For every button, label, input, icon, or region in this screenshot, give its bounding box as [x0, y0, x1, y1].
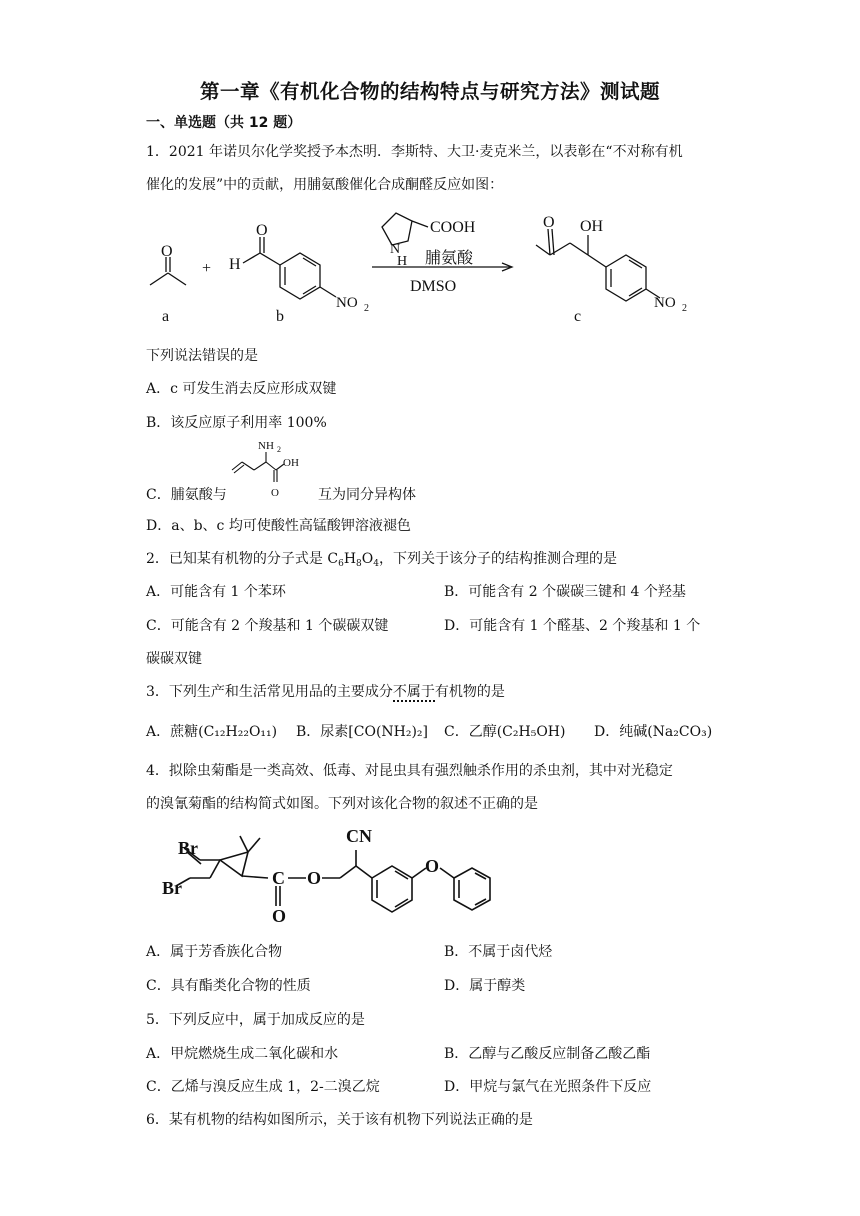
q4-option-a: A．属于芳香族化合物	[146, 944, 283, 960]
q5-option-d: D．甲烷与氯气在光照条件下反应	[444, 1079, 652, 1095]
q3-option-d: D．纯碱(Na₂CO₃)	[594, 724, 713, 740]
q4-option-d: D．属于醇类	[444, 978, 526, 994]
q1-reaction-scheme	[140, 205, 720, 330]
q1-option-d: D．a、b、c 均可使酸性高锰酸钾溶液褪色	[146, 518, 411, 534]
q1-option-a: A．c 可发生消去反应形成双键	[146, 381, 337, 397]
q6-stem: 6．某有机物的结构如图所示，关于该有机物下列说法正确的是	[146, 1112, 533, 1128]
page-title: 第一章《有机化合物的结构特点与研究方法》测试题	[199, 80, 660, 103]
q5-option-c: C．乙烯与溴反应生成 1，2-二溴乙烷	[146, 1079, 380, 1095]
ether-oxygen: O	[425, 856, 440, 876]
q1-stem-line1: 1．2021 年诺贝尔化学奖授予本杰明．李斯特、大卫·麦克米兰，以表彰在“不对称有机	[146, 144, 683, 160]
c-struct-oh: OH	[283, 457, 299, 469]
a-oxygen: O	[161, 243, 173, 260]
q3-option-b: B．尿素[CO(NH₂)₂]	[296, 724, 429, 740]
label-a: a	[162, 308, 170, 325]
q2-option-b: B．可能含有 2 个碳碳三键和 4 个羟基	[444, 584, 686, 600]
label-c: c	[574, 308, 582, 325]
b-no2: NO	[336, 295, 358, 311]
c-struct-o: O	[271, 487, 279, 499]
q2-formula-h: 8	[356, 559, 362, 569]
plus-sign: +	[202, 260, 212, 277]
b-no2-sub: 2	[364, 303, 369, 314]
q2-option-d-cont: 碳碳双键	[146, 651, 202, 667]
q5-option-b: B．乙醇与乙酸反应制备乙酸乙酯	[444, 1046, 651, 1062]
proline-n: N	[390, 242, 401, 257]
q3-stem	[146, 681, 505, 701]
section-heading: 一、单选题（共 12 题）	[146, 115, 302, 131]
q5-option-a: A．甲烷燃烧生成二氧化碳和水	[146, 1046, 339, 1062]
q1-option-c-pre: C．脯氨酸与	[146, 487, 227, 503]
q4-structure	[160, 820, 500, 930]
q3-stem-pre: 3．下列生产和生活常见用品的主要成分	[146, 684, 393, 700]
q1-option-c-post: 互为同分异构体	[318, 487, 416, 503]
b-oxygen: O	[256, 222, 268, 239]
ester-link-oxygen: O	[307, 868, 322, 888]
ester-carbon: C	[272, 868, 285, 888]
q3-option-c: C．乙醇(C₂H₅OH)	[444, 724, 566, 740]
q2-option-d: D．可能含有 1 个醛基、2 个羧基和 1 个	[444, 618, 701, 634]
q3-stem-emphasis: 不属于	[392, 684, 435, 700]
q2-formula-c: 6	[338, 559, 344, 569]
c-oh: OH	[580, 218, 604, 235]
q4-option-b: B．不属于卤代烃	[444, 944, 553, 960]
q2-option-a: A．可能含有 1 个苯环	[146, 584, 286, 600]
q2-option-c: C．可能含有 2 个羧基和 1 个碳碳双键	[146, 618, 389, 634]
q5-stem: 5．下列反应中，属于加成反应的是	[146, 1012, 365, 1028]
q4-option-c: C．具有酯类化合物的性质	[146, 978, 311, 994]
br-lower: Br	[162, 878, 182, 898]
q1-stem-line2: 催化的发展”中的贡献，用脯氨酸催化合成酮醛反应如图：	[146, 177, 504, 193]
q1-option-c-structure	[228, 436, 308, 502]
br-upper: Br	[178, 838, 198, 858]
q3-option-a: A．蔗糖(C₁₂H₂₂O₁₁)	[146, 724, 278, 740]
proline-h: H	[397, 254, 408, 269]
c-no2-sub: 2	[682, 303, 687, 314]
cyano-group: CN	[346, 826, 372, 846]
c-oxygen: O	[543, 214, 555, 231]
c-struct-nh2: NH	[258, 440, 274, 452]
q1-option-b: B．该反应原子利用率 100%	[146, 415, 327, 431]
q2-stem-pre: 2．已知某有机物的分子式是 C	[146, 551, 339, 567]
q2-formula-o: 4	[373, 559, 379, 569]
c-struct-nh2-sub: 2	[277, 445, 281, 454]
q1-ask: 下列说法错误的是	[146, 348, 258, 364]
proline-cooh: COOH	[430, 219, 476, 236]
catalyst-label: 脯氨酸	[425, 250, 474, 267]
solvent-label: DMSO	[410, 278, 457, 295]
q2-stem-post: ，下列关于该分子的结构推测合理的是	[378, 551, 617, 567]
label-b: b	[276, 308, 284, 325]
q4-stem-line1: 4．拟除虫菊酯是一类高效、低毒、对昆虫具有强烈触杀作用的杀虫剂，其中对光稳定	[146, 763, 673, 779]
q2-stem: 2．已知某有机物的分子式是 $C_6H_8O_4$，下列关于该分子的结构推测合理的是	[146, 551, 617, 569]
q3-stem-post: 有机物的是	[434, 684, 505, 700]
c-no2: NO	[654, 295, 676, 311]
q4-stem-line2: 的溴氰菊酯的结构简式如图。下列对该化合物的叙述不正确的是	[146, 796, 538, 812]
ester-oxygen: O	[272, 906, 287, 926]
b-h: H	[229, 256, 241, 273]
